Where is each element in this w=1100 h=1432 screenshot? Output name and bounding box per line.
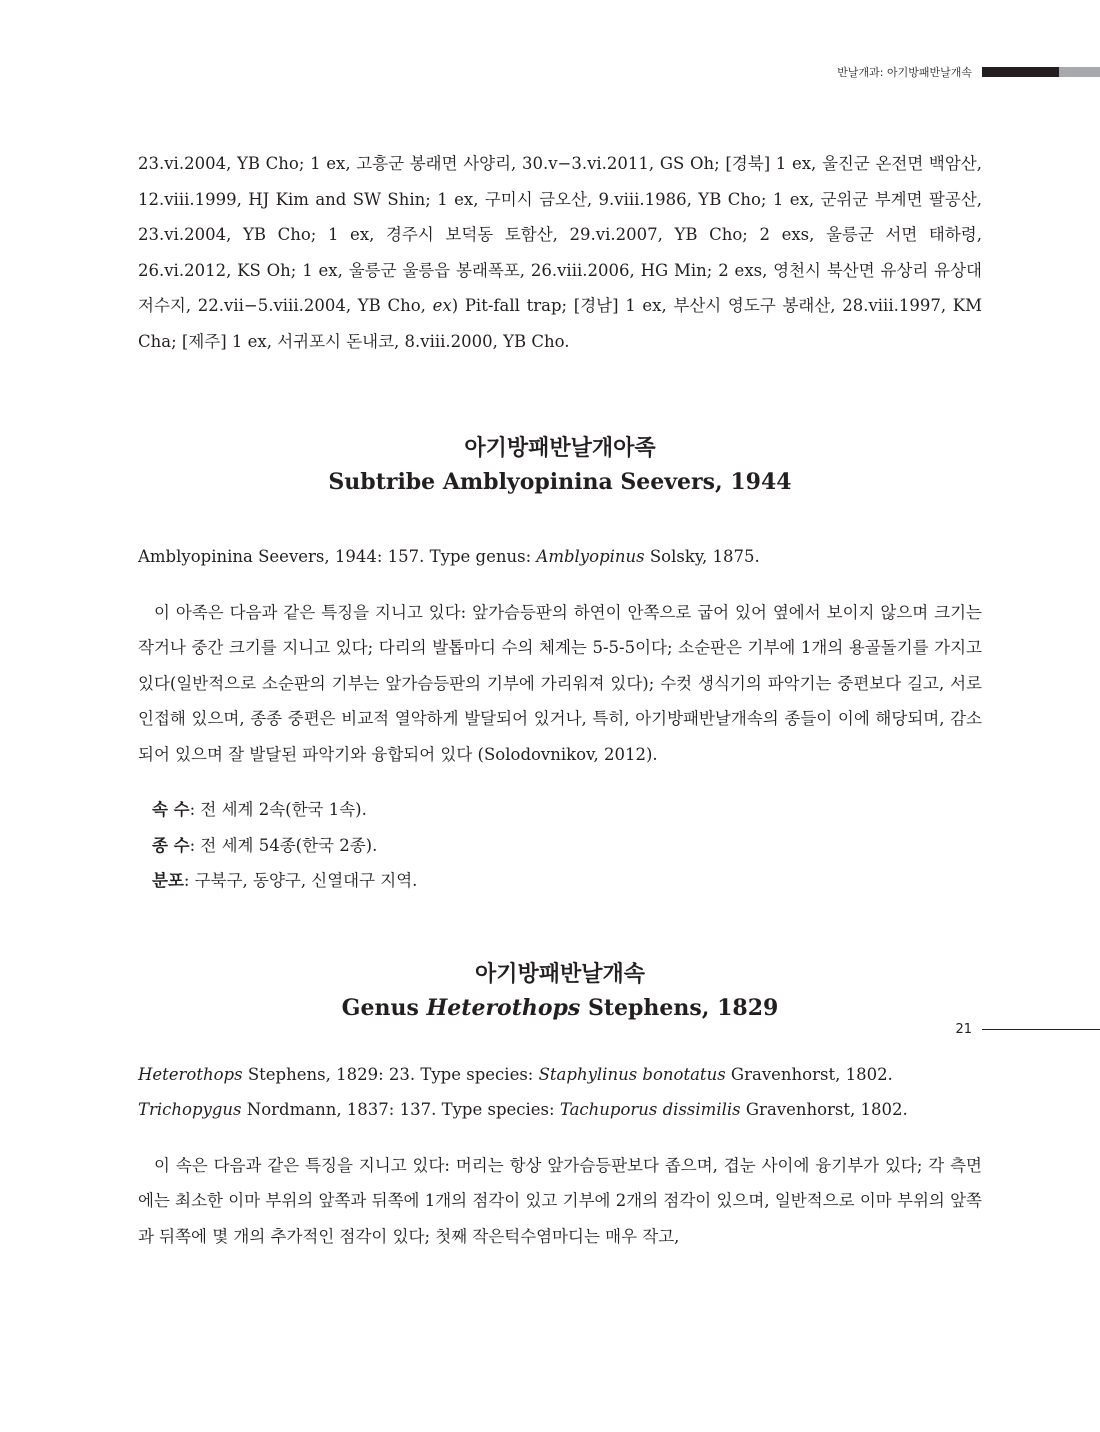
page-footer <box>955 1022 1100 1037</box>
running-header <box>837 64 1100 80</box>
genus-description: 이 속은 다음과 같은 특징을 지니고 있다: 머리는 항상 앞가슴등판보다 좁으며, 겹눈 사이에 융기부가 있다; 각 측면에는 최소한 이마 부위의 앞쪽과 뒤쪽에 1개의 점각이 있고 기부에 2개의 점각이 있으며, 일반적으로 이마 부위의 앞쪽과 뒤쪽에 몇 개의 추가적인 점각이 있다; 첫째 작은턱수염마디는 매우 작고, <box>138 1155 982 1246</box>
genus-reference-1: Heterothops Stephens, 1829: 23. Type species: Staphylinus bonotatus Gravenhorst, 1802. <box>138 1064 893 1084</box>
subtribe-description: 이 아족은 다음과 같은 특징을 지니고 있다: 앞가슴등판의 하연이 안쪽으로 굽어 있어 옆에서 보이지 않으며 크기는 작거나 중간 크기를 지니고 있다; 다리의 발톱마디 수의 체계는 5-5-5이다; 소순판은 기부에 1개의 용골돌기를 가지고 있다(일반적으로 소순판의 기부는 앞가슴등판의 기부에 가리워져 있다); 수컷 생식기의 파악기는 중편보다 길고, 서로 인접해 있으며, 종종 중편은 비교적 열악하게 발달되어 있거나, 특히, 아기방패반날개속의 종들이 이에 해당되며, 감소되어 있으며 잘 발달된 파악기와 융합되어 있다 (Solodovnikov, 2012). <box>138 602 982 764</box>
subtribe-title-en: Subtribe Amblyopinina Seevers, 1944 <box>328 469 792 495</box>
genus-title-ko: 아기방패반날개속 <box>474 960 646 987</box>
page-content <box>138 146 982 1254</box>
genera-count: 속 수: 전 세계 2속(한국 1속). <box>152 800 367 819</box>
species-count: 종 수: 전 세계 54종(한국 2종). <box>152 835 378 855</box>
running-title: 반날개과: 아기방패반날개속 <box>837 66 972 79</box>
genus-reference-2: Trichopygus Nordmann, 1837: 137. Type species: Tachuporus dissimilis Gravenhorst, 1802. <box>138 1100 908 1119</box>
header-bar-dark <box>982 67 1059 77</box>
distribution: 분포: 구북구, 동양구, 신열대구 지역. <box>152 871 418 890</box>
footer-rule <box>982 1029 1100 1030</box>
page-number: 21 <box>955 1022 972 1037</box>
header-bar-light <box>1059 67 1100 77</box>
subtribe-reference: Amblyopinina Seevers, 1944: 157. Type genus: Amblyopinus Solsky, 1875. <box>138 547 760 566</box>
genus-title-en: Genus Heterothops Stephens, 1829 <box>341 994 779 1021</box>
specimen-records: 23.vi.2004, YB Cho; 1 ex, 고흥군 봉래면 사양리, 30.v−3.vi.2011, GS Oh; [경북] 1 ex, 울진군 온전면 백암산, 12.viii.1999, HJ Kim and SW Shin; 1 ex, 구미시 금오산, 9.viii.1986, YB Cho; 1 ex, 군위군 부계면 팔공산, 23.vi.2004, YB Cho; 1 ex, 경주시 보덕동 토함산, 29.vi.2007, YB Cho; 2 exs, 울릉군 서면 태하령, 26.vi.2012, KS Oh; 1 ex, 울릉군 울릉읍 봉래폭포, 26.viii.2006, HG Min; 2 exs, 영천시 북산면 유상리 유상대저수지, 22.vii−5.viii.2004, YB Cho, ex) Pit-fall trap; [경남] 1 ex, 부산시 영도구 봉래산, 28.viii.1997, KM Cha; [제주] 1 ex, 서귀포시 돈내코, 8.viii.2000, YB Cho. <box>138 154 982 351</box>
subtribe-title-ko: 아기방패반날개아족 <box>464 435 656 461</box>
